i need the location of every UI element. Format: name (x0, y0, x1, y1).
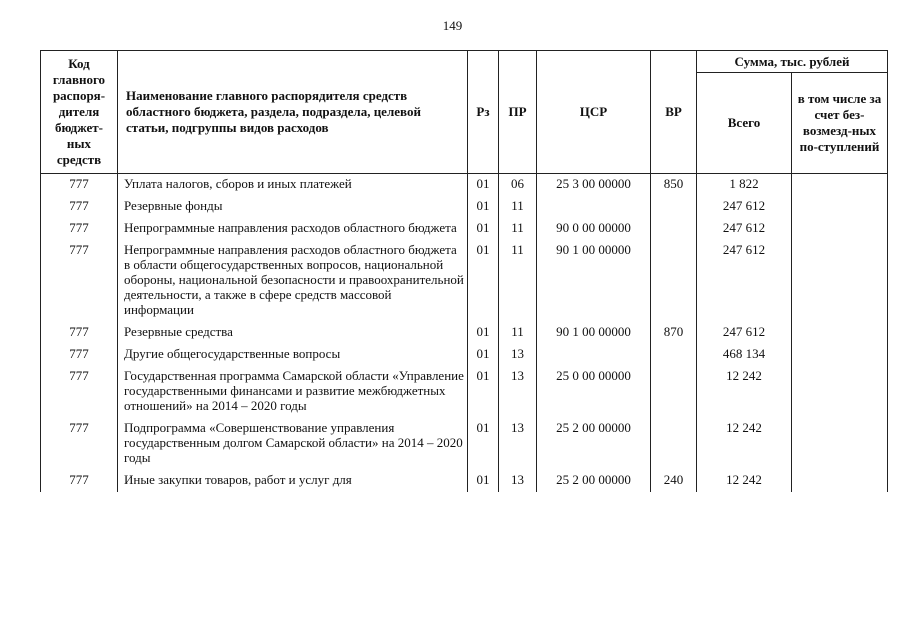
cell-free (792, 196, 888, 218)
cell-csr: 90 0 00 00000 (537, 218, 651, 240)
cell-rz: 01 (468, 218, 499, 240)
table-row (41, 322, 888, 344)
cell-pr: 13 (499, 470, 537, 492)
cell-pr: 11 (499, 196, 537, 218)
header-row (41, 51, 888, 73)
cell-total: 12 242 (697, 418, 792, 470)
cell-free (792, 366, 888, 418)
cell-csr: 25 2 00 00000 (537, 418, 651, 470)
cell-total: 247 612 (697, 322, 792, 344)
cell-name: Государственная программа Самарской области «Управление государственными финансами и развитие межбюджетных отношений» на 2014 – 2020 годы (118, 366, 468, 418)
cell-name: Иные закупки товаров, работ и услуг для (118, 470, 468, 492)
cell-code: 777 (41, 470, 118, 492)
cell-name: Непрограммные направления расходов областного бюджета в области общегосударственных вопросов, национальной обороны, национальной безопасности и правоохранительной деятельности, а также в сфере средств массовой информации (118, 240, 468, 322)
cell-pr: 11 (499, 240, 537, 322)
cell-code: 777 (41, 218, 118, 240)
cell-vr: 240 (651, 470, 697, 492)
header-csr: ЦСР (537, 51, 651, 174)
cell-rz: 01 (468, 344, 499, 366)
cell-vr (651, 196, 697, 218)
cell-code: 777 (41, 240, 118, 322)
cell-vr (651, 218, 697, 240)
cell-code: 777 (41, 418, 118, 470)
header-name: Наименование главного распорядителя средств областного бюджета, раздела, подраздела, целевой статьи, подгруппы видов расходов (118, 51, 468, 174)
header-rz: Рз (468, 51, 499, 174)
cell-csr: 90 1 00 00000 (537, 322, 651, 344)
cell-csr (537, 196, 651, 218)
cell-code: 777 (41, 174, 118, 197)
cell-free (792, 322, 888, 344)
cell-pr: 11 (499, 322, 537, 344)
cell-rz: 01 (468, 174, 499, 197)
header-sum: Сумма, тыс. рублей (697, 51, 888, 73)
cell-total: 247 612 (697, 240, 792, 322)
cell-vr (651, 240, 697, 322)
cell-csr (537, 344, 651, 366)
cell-vr: 850 (651, 174, 697, 197)
cell-pr: 13 (499, 418, 537, 470)
header-total: Всего (697, 73, 792, 174)
cell-code: 777 (41, 322, 118, 344)
cell-free (792, 218, 888, 240)
cell-pr: 13 (499, 366, 537, 418)
cell-total: 247 612 (697, 218, 792, 240)
table-row (41, 174, 888, 197)
table-row (41, 366, 888, 418)
page-number: 149 (442, 18, 463, 33)
table-row (41, 240, 888, 322)
table-row (41, 470, 888, 492)
header-free: в том числе за счет без-возмезд-ных по-ступлений (792, 73, 888, 174)
cell-name: Непрограммные направления расходов областного бюджета (118, 218, 468, 240)
cell-name: Резервные фонды (118, 196, 468, 218)
cell-pr: 06 (499, 174, 537, 197)
header-code: Код главного распоря-дителя бюджет-ных средств (41, 51, 118, 174)
cell-rz: 01 (468, 196, 499, 218)
cell-name: Другие общегосударственные вопросы (118, 344, 468, 366)
budget-table (40, 50, 888, 492)
cell-name: Подпрограмма «Совершенствование управления государственным долгом Самарской области» на 2014 – 2020 годы (118, 418, 468, 470)
cell-pr: 13 (499, 344, 537, 366)
cell-csr: 25 0 00 00000 (537, 366, 651, 418)
cell-total: 468 134 (697, 344, 792, 366)
cell-name: Резервные средства (118, 322, 468, 344)
cell-total: 12 242 (697, 366, 792, 418)
cell-csr: 90 1 00 00000 (537, 240, 651, 322)
cell-name: Уплата налогов, сборов и иных платежей (118, 174, 468, 197)
table-row (41, 344, 888, 366)
cell-total: 12 242 (697, 470, 792, 492)
table-row (41, 418, 888, 470)
cell-total: 247 612 (697, 196, 792, 218)
cell-vr (651, 418, 697, 470)
cell-code: 777 (41, 196, 118, 218)
cell-free (792, 240, 888, 322)
cell-rz: 01 (468, 366, 499, 418)
header-pr: ПР (499, 51, 537, 174)
cell-vr (651, 344, 697, 366)
cell-rz: 01 (468, 418, 499, 470)
cell-free (792, 174, 888, 197)
cell-free (792, 344, 888, 366)
cell-free (792, 470, 888, 492)
cell-csr: 25 3 00 00000 (537, 174, 651, 197)
cell-vr: 870 (651, 322, 697, 344)
cell-csr: 25 2 00 00000 (537, 470, 651, 492)
cell-rz: 01 (468, 322, 499, 344)
cell-vr (651, 366, 697, 418)
cell-code: 777 (41, 366, 118, 418)
cell-total: 1 822 (697, 174, 792, 197)
cell-code: 777 (41, 344, 118, 366)
cell-rz: 01 (468, 470, 499, 492)
header-vr: ВР (651, 51, 697, 174)
cell-pr: 11 (499, 218, 537, 240)
cell-rz: 01 (468, 240, 499, 322)
table-row (41, 196, 888, 218)
table-row (41, 218, 888, 240)
cell-free (792, 418, 888, 470)
